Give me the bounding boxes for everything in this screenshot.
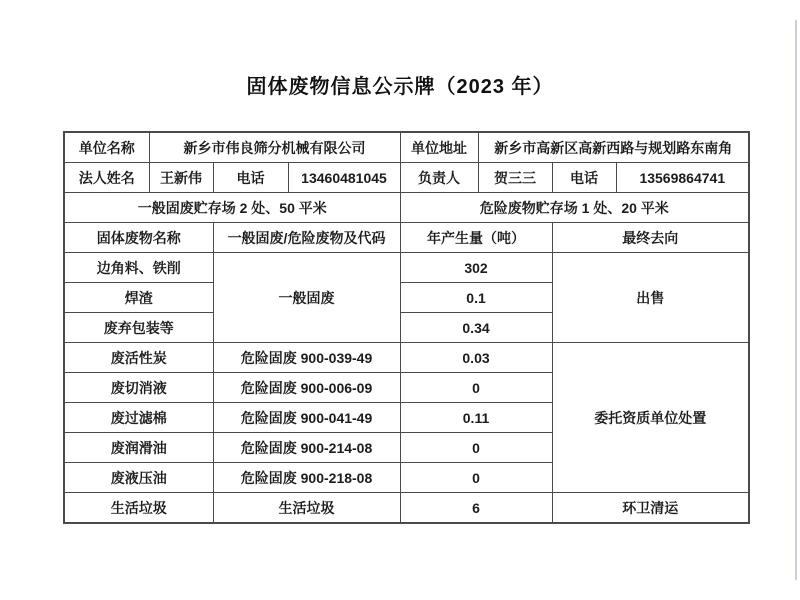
legal-person-label: 法人姓名 bbox=[64, 163, 149, 193]
header-destination: 最终去向 bbox=[552, 223, 749, 253]
waste-type: 危险固废 900-039-49 bbox=[213, 343, 400, 373]
table-row bbox=[64, 193, 749, 223]
legal-person-value: 王新伟 bbox=[149, 163, 213, 193]
phone2-value: 13569864741 bbox=[616, 163, 749, 193]
manager-value: 贺三三 bbox=[478, 163, 552, 193]
table-header-row bbox=[64, 223, 749, 253]
waste-destination: 出售 bbox=[552, 253, 749, 343]
waste-amount: 0.03 bbox=[400, 343, 552, 373]
unit-address-value: 新乡市高新区高新西路与规划路东南角 bbox=[478, 132, 749, 163]
waste-type: 危险固废 900-041-49 bbox=[213, 403, 400, 433]
waste-type: 一般固废 bbox=[213, 253, 400, 343]
waste-type: 危险固废 900-214-08 bbox=[213, 433, 400, 463]
waste-amount: 6 bbox=[400, 493, 552, 524]
waste-name: 废液压油 bbox=[64, 463, 213, 493]
waste-type: 危险固废 900-006-09 bbox=[213, 373, 400, 403]
phone2-label: 电话 bbox=[552, 163, 616, 193]
waste-name: 废弃包装等 bbox=[64, 313, 213, 343]
waste-amount: 0.1 bbox=[400, 283, 552, 313]
phone1-label: 电话 bbox=[213, 163, 288, 193]
waste-name: 生活垃圾 bbox=[64, 493, 213, 524]
waste-amount: 0 bbox=[400, 463, 552, 493]
table-row bbox=[64, 493, 749, 524]
table-row bbox=[64, 132, 749, 163]
waste-name: 边角料、铁削 bbox=[64, 253, 213, 283]
waste-name: 废润滑油 bbox=[64, 433, 213, 463]
waste-type: 危险固废 900-218-08 bbox=[213, 463, 400, 493]
table-row bbox=[64, 253, 749, 283]
waste-name: 废活性炭 bbox=[64, 343, 213, 373]
header-annual-amount: 年产生量（吨） bbox=[400, 223, 552, 253]
table-row bbox=[64, 163, 749, 193]
waste-amount: 0 bbox=[400, 433, 552, 463]
solid-waste-info-table bbox=[63, 131, 750, 524]
header-waste-name: 固体废物名称 bbox=[64, 223, 213, 253]
table-row bbox=[64, 343, 749, 373]
waste-amount: 0.34 bbox=[400, 313, 552, 343]
page-title: 固体废物信息公示牌（2023 年） bbox=[246, 76, 554, 98]
waste-amount: 0.11 bbox=[400, 403, 552, 433]
waste-type: 生活垃圾 bbox=[213, 493, 400, 524]
waste-name: 废过滤棉 bbox=[64, 403, 213, 433]
waste-name: 焊渣 bbox=[64, 283, 213, 313]
waste-name: 废切消液 bbox=[64, 373, 213, 403]
header-type-code: 一般固废/危险废物及代码 bbox=[213, 223, 400, 253]
waste-amount: 302 bbox=[400, 253, 552, 283]
unit-name-value: 新乡市伟良筛分机械有限公司 bbox=[149, 132, 400, 163]
page-edge-divider bbox=[795, 20, 797, 580]
waste-amount: 0 bbox=[400, 373, 552, 403]
manager-label: 负责人 bbox=[400, 163, 478, 193]
waste-destination: 委托资质单位处置 bbox=[552, 343, 749, 493]
unit-address-label: 单位地址 bbox=[400, 132, 478, 163]
general-storage-info: 一般固废贮存场 2 处、50 平米 bbox=[64, 193, 400, 223]
phone1-value: 13460481045 bbox=[288, 163, 400, 193]
unit-name-label: 单位名称 bbox=[64, 132, 149, 163]
waste-destination: 环卫清运 bbox=[552, 493, 749, 524]
hazard-storage-info: 危险废物贮存场 1 处、20 平米 bbox=[400, 193, 749, 223]
